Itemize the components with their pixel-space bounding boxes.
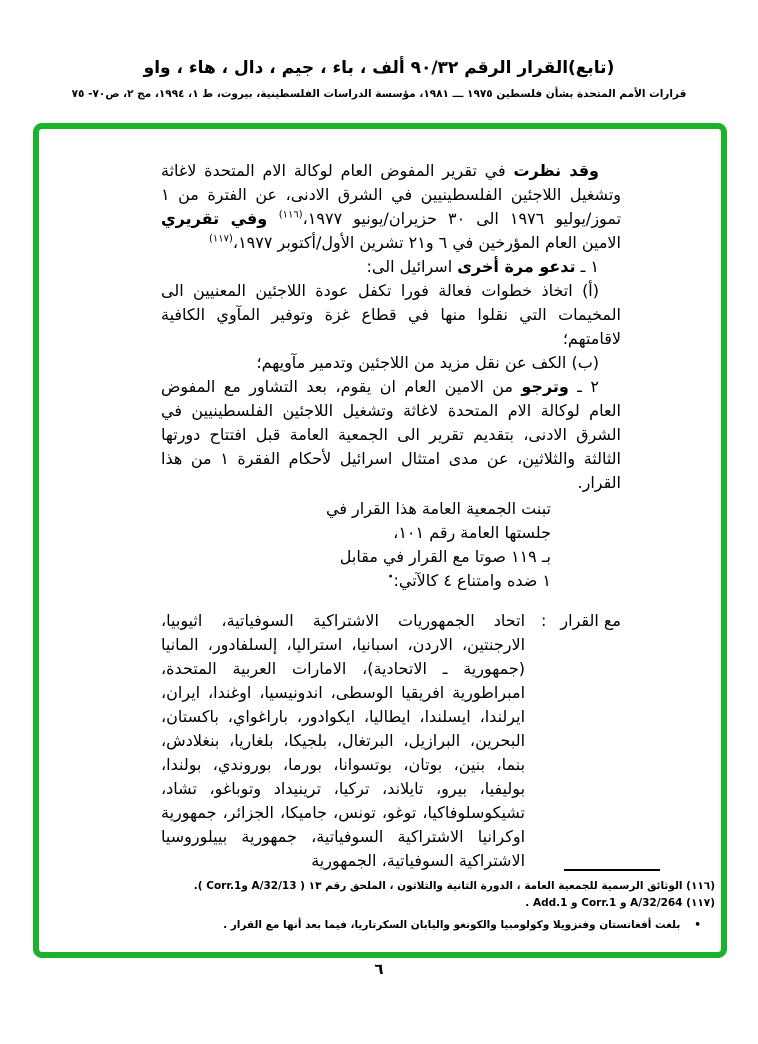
- footnote-ref-116: (١١٦): [278, 209, 303, 221]
- item-1-number: ١ ـ: [575, 257, 599, 276]
- page-number: ٦: [374, 960, 384, 978]
- vote-in-favour-row: [161, 609, 621, 873]
- green-border-frame: [33, 123, 727, 958]
- preamble-text-1: في تقرير المفوض العام لوكالة الام المتحدة لاغاثة وتشغيل اللاجئين الفلسطينيين في الشرق الادنى، عن الفترة من ١ تموز/يوليو ١٩٧٦ الى ٣٠ حزيران/يونيو ١٩٧٧،: [161, 161, 622, 228]
- resolution-title: (تابع)القرار الرقم ٩٠/٣٢ ألف ، باء ، جيم ، دال ، هاء ، واو: [143, 58, 615, 78]
- footnote-117: (١١٧) A/32/264 و Corr.1 و Add.1 .: [525, 897, 715, 909]
- adoption-line-4: [161, 569, 551, 593]
- bold-lead-reports: وفي تقريري: [161, 209, 279, 228]
- adoption-line-2: جلستها العامة رقم ١٠١،: [393, 523, 551, 542]
- footnote-116: (١١٦) الوثائق الرسمية للجمعية العامة ، الدورة الثانية والثلاثون ، الملحق رقم ١٣ ( A/32/13 وCorr.1 ).: [193, 880, 715, 892]
- item-2-text: من الامين العام ان يقوم، بعد التشاور مع المفوض العام لوكالة الام المتحدة لاغاثة وتشغيل اللاجئين الفلسطينيين في الشرق الادنى، بتقديم تقرير الى الجمعية العامة قبل افتتاح دورتها الثالثة والثلاثين، عن مدى امتثال اسرائيل لأحكام الفقرة ١ من هذا القرار.: [161, 377, 621, 492]
- page-header: [0, 58, 758, 100]
- item-1-text: اسرائيل الى:: [366, 257, 458, 276]
- asterisk-note-marker: •: [387, 571, 394, 583]
- item-2-number: ٢ ـ: [568, 377, 600, 396]
- vote-in-favour-label: مع القرار: [560, 611, 621, 630]
- subparagraph-1b: (ب) الكف عن نقل مزيد من اللاجئين وتدمير مآويهم؛: [256, 353, 599, 372]
- vote-in-favour-countries: اتحاد الجمهوريات الاشتراكية السوفياتية، اثيوبيا، الارجنتين، الاردن، اسبانيا، استراليا، إلسلفادور، المانيا (جمهورية ـ الاتحادية)، الامارات العربية المتحدة، امبراطورية افريقيا الوسطى، اندونيسيا، اوغندا، ايران، ايرلندا، ايسلندا، ايطاليا، ايكوادور، باراغواي، باكستان، البحرين، البرازيل، البرتغال، بلجيكا، بلغاريا، بنغلادش، بنما، بنين، بوتان، بوتسوانا، بورما، بوروندي، بولندا، بوليفيا، بيرو، تايلاند، تركيا، ترينيداد وتوباغو، تشاد، تشيكوسلوفاكيا، توغو، تونس، جاميكا، الجزائر، جمهورية اوكرانيا الاشتراكية السوفياتية، جمهورية بييلوروسيا الاشتراكية السوفياتية، الجمهورية: [161, 611, 526, 870]
- subparagraph-1a: (أ) اتخاذ خطوات فعالة فورا تكفل عودة اللاجئين المعنيين الى المخيمات التي نقلوا منها في قطاع غزة وتوفير المآوي الكافية لاقامتهم؛: [161, 281, 621, 348]
- footnote-separator-rule: [564, 869, 660, 871]
- operative-paragraph-2: [161, 375, 621, 495]
- adoption-statement: [161, 497, 551, 593]
- source-citation: قرارات الأمم المتحدة بشأن فلسطين ١٩٧٥ ـــ ١٩٨١، مؤسسة الدراسات الفلسطينية، بيروت، ط ١، ١٩٩٤، مج ٢، ص٧٠- ٧٥: [71, 88, 687, 100]
- operative-paragraph-1: [161, 255, 621, 279]
- bold-lead-requests: وترجو: [521, 377, 569, 396]
- footnote-bullet-text: بلغت أفغانستان وفنزويلا وكولومبيا والكونغو واليابان السكرتاريا، فيما بعد أنها مع القرار .: [223, 919, 681, 931]
- adoption-line-4-text: ١ ضده وامتناع ٤ كالآتي:: [393, 571, 551, 590]
- bold-lead-calls-again: تدعو مرة أخرى: [457, 257, 576, 276]
- resolution-body: [161, 159, 621, 873]
- bold-lead-considered: وقد نظرت: [513, 161, 600, 180]
- footnote-ref-117: (١١٧): [208, 233, 233, 245]
- adoption-line-1: تبنت الجمعية العامة هذا القرار في: [325, 499, 551, 518]
- bullet-icon: •: [694, 919, 701, 931]
- footnote-bullet-note: [94, 917, 701, 934]
- paragraph-preamble: [161, 159, 621, 255]
- adoption-line-3: بـ ١١٩ صوتا مع القرار في مقابل: [339, 547, 551, 566]
- footnotes-section: [94, 869, 715, 934]
- vote-label-colon: :: [541, 611, 547, 630]
- preamble-text-2: الامين العام المؤرخين في ٦ و٢١ تشرين الأول/أكتوبر ١٩٧٧،: [232, 233, 621, 252]
